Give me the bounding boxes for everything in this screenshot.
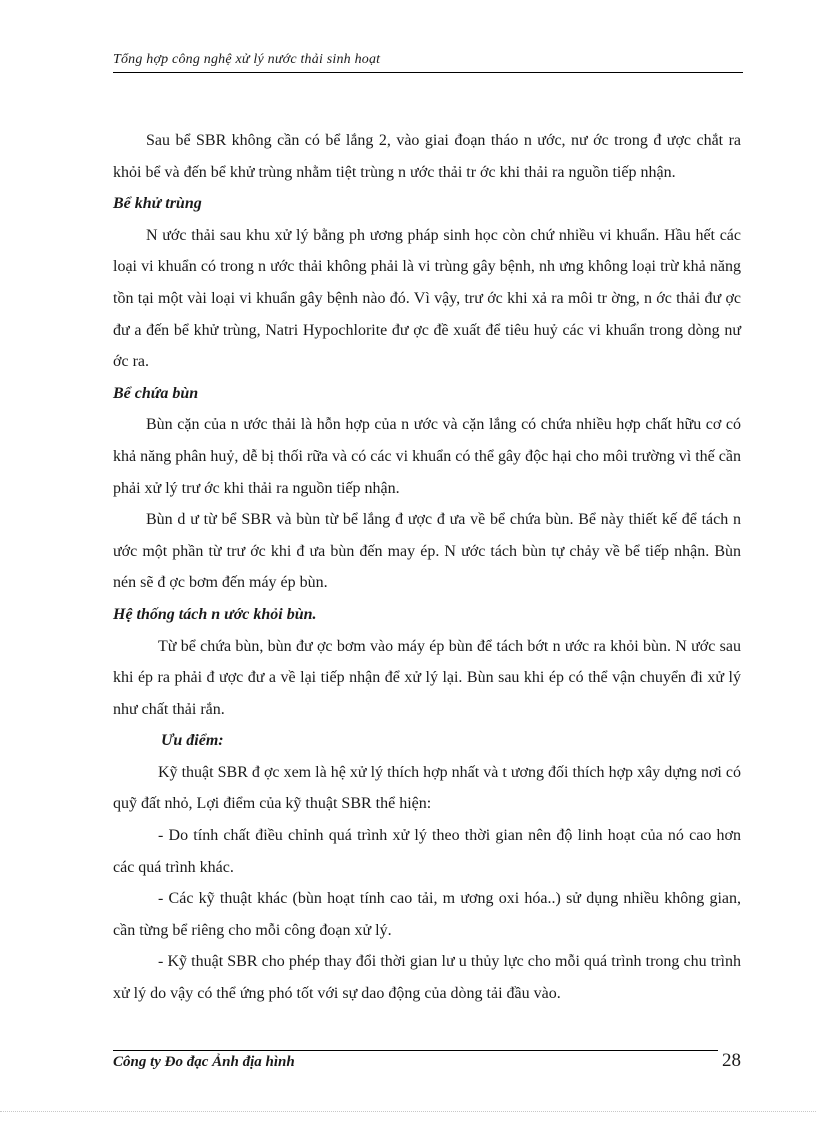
- section-heading-advantages: Ưu điểm:: [161, 732, 224, 750]
- list-item: - Kỹ thuật SBR cho phép thay đổi thời gian lư u thủy lực cho mỗi quá trình trong chu trình xử lý do vậy có thể ứng phó tốt với sự dao động của dòng tải đầu vào.: [113, 953, 741, 1003]
- paragraph: Bùn cặn của n ước thải là hỗn hợp của n ước và cặn lắng có chứa nhiều hợp chất hữu cơ có khả năng phân huỷ, dễ bị thối rữa và có các vi khuẩn có thể gây độc hại cho môi trường vì thế cần phải xử lý trư ớc khi thải ra nguồn tiếp nhận.: [113, 416, 741, 497]
- section-heading-sludge-tank: Bể chứa bùn: [113, 384, 199, 402]
- page-edge-divider: [0, 1111, 816, 1112]
- footer-company-name: Công ty Đo đạc Ảnh địa hình: [113, 1054, 295, 1070]
- footer-divider: [113, 1050, 718, 1051]
- list-item: - Do tính chất điều chỉnh quá trình xử lý theo thời gian nên độ linh hoạt của nó cao hơn các quá trình khác.: [113, 827, 741, 876]
- running-header: Tổng hợp công nghệ xử lý nước thải sinh hoạt: [113, 52, 381, 67]
- paragraph: Sau bể SBR không cần có bể lắng 2, vào giai đoạn tháo n ước, nư ớc trong đ ược chắt ra khỏi bể và đến bể khử trùng nhằm tiệt trùng n ước thải tr ớc khi thải ra nguồn tiếp nhận.: [113, 132, 741, 181]
- paragraph: Kỹ thuật SBR đ ợc xem là hệ xử lý thích hợp nhất và t ương đối thích hợp xây dựng nơi có quỹ đất nhỏ, Lợi điểm của kỹ thuật SBR thể hiện:: [113, 763, 741, 813]
- section-heading-disinfection-tank: Bể khử trùng: [113, 195, 202, 213]
- list-item: - Các kỹ thuật khác (bùn hoạt tính cao tải, m ương oxi hóa..) sử dụng nhiều không gian, cần từng bể riêng cho mỗi công đoạn xử lý.: [113, 890, 741, 939]
- header-divider: [113, 72, 743, 73]
- section-heading-dewatering-system: Hệ thống tách n ước khỏi bùn.: [113, 605, 317, 623]
- paragraph: Từ bể chứa bùn, bùn đư ợc bơm vào máy ép bùn để tách bớt n ước ra khỏi bùn. N ước sau khi ép ra phải đ ược đư a về lại tiếp nhận để xử lý lại. Bùn sau khi ép có thể vận chuyển đi xử lý như chất thải rắn.: [113, 637, 741, 718]
- paragraph: N ước thải sau khu xử lý bằng ph ương pháp sinh học còn chứ nhiều vi khuẩn. Hầu hết các loại vi khuẩn có trong n ước thải không phải là vi trùng gây bệnh, nh ưng không loại trừ khả năng tồn tại một vài loại vi khuẩn gây bệnh nào đó. Vì vậy, trư ớc khi xả ra môi tr ờng, n ớc thải đư ợc đư a đến bể khử trùng, Natri Hypochlorite đư ợc đề xuất để tiêu huỷ các vi khuẩn trong dòng nư ớc ra.: [113, 226, 741, 371]
- page-number: 28: [722, 1050, 741, 1071]
- document-body: [113, 125, 741, 1010]
- paragraph: Bùn d ư từ bể SBR và bùn từ bể lắng đ ược đ ưa về bể chứa bùn. Bể này thiết kế để tách n ước một phần từ trư ớc khi đ ưa bùn đến may ép. N ước tách bùn tự chảy về bể tiếp nhận. Bùn nén sẽ đ ợc bơm đến máy ép bùn.: [113, 511, 741, 592]
